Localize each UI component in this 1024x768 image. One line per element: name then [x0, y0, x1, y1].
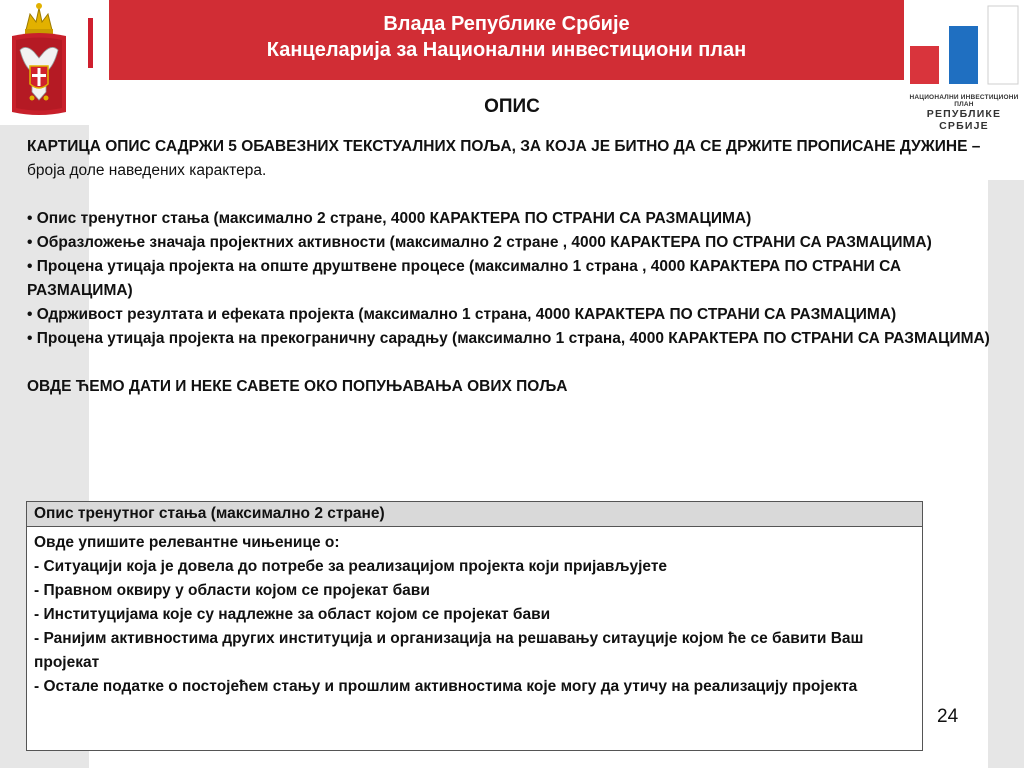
intro-normal: броја доле наведених карактера. [27, 162, 267, 179]
advice-text: ОВДЕ ЋЕМО ДАТИ И НЕКЕ САВЕТЕ ОКО ПОПУЊАВАЊА ОВИХ ПОЉА [27, 378, 568, 395]
nip-logo-line2: РЕПУБЛИКЕ СРБИЈЕ [926, 108, 1002, 132]
box-list-item: - Остале податке о постојећем стању и прошлим активностима које могу да утичу на реализацију пројекта [34, 678, 858, 695]
bullet-item: • Процена утицаја пројекта на прекограничну сарадњу (максимално 1 страна, 4000 КАРАКТЕРА ПО СТРАНИ СА РАЗМАЦИМА) [27, 330, 990, 347]
intro-paragraph [27, 135, 1002, 183]
header-subtitle: Канцеларија за Национални инвестициони план [266, 39, 747, 61]
box-list-item: - Ранијим активностима других институција и организација на решавању ситауције којом ће се бавити Ваш пројекат [34, 630, 864, 671]
box-title: Опис тренутног стања (максимално 2 стране) [27, 502, 922, 527]
bullet-item: • Одрживост резултата и ефеката пројекта (максимално 1 страна, 4000 КАРАКТЕРА ПО СТРАНИ СА РАЗМАЦИМА) [27, 306, 897, 323]
page-heading: ОПИС [484, 96, 540, 117]
box-body [27, 527, 922, 699]
field-example-box [26, 501, 923, 751]
box-list-item: - Правном оквиру у области којом се пројекат бави [34, 582, 430, 599]
box-intro: Овде упишите релевантне чињенице о: [34, 534, 340, 551]
intro-bold: КАРТИЦА ОПИС САДРЖИ 5 ОБАВЕЗНИХ ТЕКСТУАЛНИХ ПОЉА, ЗА КОЈА ЈЕ БИТНО ДА СЕ ДРЖИТЕ ПРОПИСАНЕ ДУЖИНЕ – [27, 138, 981, 155]
header-title: Влада Републике Србије [383, 13, 630, 35]
main-content [27, 135, 1002, 399]
red-accent-bar [88, 18, 93, 68]
nip-logo-line1: НАЦИОНАЛНИ ИНВЕСТИЦИОНИ ПЛАН [909, 94, 1019, 108]
header-banner [109, 0, 904, 80]
page-number: 24 [937, 706, 959, 727]
bullet-item: • Процена утицаја пројекта на опште друштвене процесе (максимално 1 страна , 4000 КАРАКТЕРА ПО СТРАНИ СА РАЗМАЦИМА) [27, 258, 902, 299]
bullet-item: • Образложење значаја пројектних активности (максимално 2 стране , 4000 КАРАКТЕРА ПО СТРАНИ СА РАЗМАЦИМА) [27, 234, 932, 251]
box-list-item: - Институцијама које су надлежне за област којом се пројекат бави [34, 606, 551, 623]
bullet-item: • Опис тренутног стања (максимално 2 стране, 4000 КАРАКТЕРА ПО СТРАНИ СА РАЗМАЦИМА) [27, 210, 752, 227]
box-list-item: - Ситуацији која је довела до потребе за реализацијом пројекта који пријављујете [34, 558, 668, 575]
